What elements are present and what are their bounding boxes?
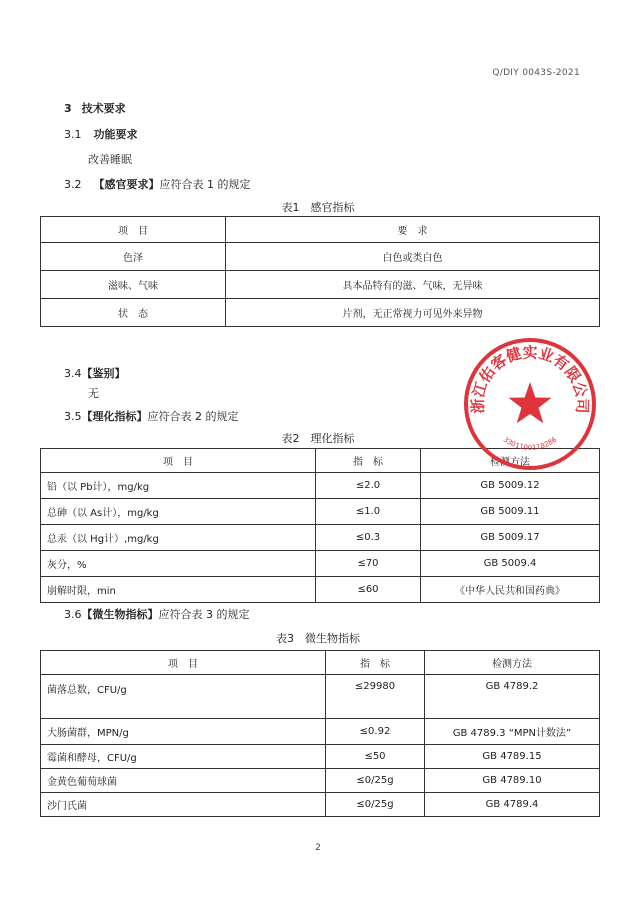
- table2-caption: 表2 理化指标: [281, 432, 355, 445]
- section-text: 应符合表 3 的规定: [158, 608, 250, 621]
- table-row: [41, 719, 600, 745]
- table-cell: ≤0/25g: [326, 769, 425, 793]
- table-cell: GB 4789.15: [425, 745, 600, 769]
- identification-text: 无: [88, 387, 99, 400]
- table-cell: 金黄色葡萄球菌: [41, 769, 326, 793]
- page-number: 2: [315, 843, 321, 853]
- table-cell: 大肠菌群，MPN/g: [41, 719, 326, 745]
- table-header-row: [41, 217, 600, 243]
- table-cell: ≤2.0: [316, 473, 421, 499]
- table-row: [41, 577, 600, 603]
- section-3-2-heading: [64, 176, 251, 192]
- table-cell: 铅（以 Pb计），mg/kg: [41, 473, 316, 499]
- table-header-cell: 检测方法: [421, 449, 600, 473]
- table-cell: ≤0/25g: [326, 793, 425, 817]
- document-number: Q/DIY 0043S-2021: [492, 68, 580, 78]
- section-title: 【鉴别】: [81, 367, 126, 380]
- table-cell: GB 4789.2: [425, 675, 600, 719]
- section-3-heading: [64, 100, 126, 116]
- star-icon: [509, 382, 552, 423]
- table-cell: ≤0.3: [316, 525, 421, 551]
- table-header-row: [41, 651, 600, 675]
- table-row: [41, 499, 600, 525]
- table-row: [41, 769, 600, 793]
- table-cell: ≤29980: [326, 675, 425, 719]
- section-3-5-heading: [64, 408, 239, 424]
- section-title: 功能要求: [93, 128, 138, 141]
- table-cell: ≤0.92: [326, 719, 425, 745]
- table3-caption: 表3 微生物指标: [276, 632, 360, 645]
- table3-microbiological: [40, 650, 600, 817]
- table-cell: GB 5009.12: [421, 473, 600, 499]
- section-number: 3.1: [64, 128, 82, 141]
- table1-caption: 表1 感官指标: [281, 201, 355, 214]
- table-header-cell: 项 目: [41, 217, 226, 243]
- section-text: 应符合表 1 的规定: [159, 178, 251, 191]
- table-cell: GB 4789.10: [425, 769, 600, 793]
- table-cell: 灰分，%: [41, 551, 316, 577]
- section-number: 3.5: [64, 410, 82, 423]
- section-text: 应符合表 2 的规定: [147, 410, 239, 423]
- table-cell: 霉菌和酵母，CFU/g: [41, 745, 326, 769]
- seal-company-name: 浙江佑客健实业有限公司: [468, 343, 592, 414]
- function-text: 改善睡眠: [88, 153, 132, 166]
- table-header-cell: 检测方法: [425, 651, 600, 675]
- table-cell: ≤50: [326, 745, 425, 769]
- section-3-6-heading: [64, 606, 250, 622]
- table-row: [41, 299, 600, 327]
- table-row: [41, 473, 600, 499]
- section-title: 【感官要求】: [93, 178, 160, 191]
- table-header-cell: 指 标: [326, 651, 425, 675]
- table-cell: GB 4789.3 “MPN计数法”: [425, 719, 600, 745]
- table-cell: GB 5009.17: [421, 525, 600, 551]
- table-header-cell: 项 目: [41, 449, 316, 473]
- table-header-cell: 指 标: [316, 449, 421, 473]
- section-number: 3.6: [64, 608, 82, 621]
- company-seal: [462, 336, 598, 472]
- table-header-cell: 项 目: [41, 651, 326, 675]
- table-cell: 具本品特有的滋、气味，无异味: [226, 271, 600, 299]
- table-row: [41, 551, 600, 577]
- table-cell: 《中华人民共和国药典》: [421, 577, 600, 603]
- table-row: [41, 745, 600, 769]
- table-cell: GB 5009.11: [421, 499, 600, 525]
- table-cell: GB 5009.4: [421, 551, 600, 577]
- section-number: 3.2: [64, 178, 82, 191]
- table-cell: ≤1.0: [316, 499, 421, 525]
- table-row: [41, 525, 600, 551]
- table1-sensory: [40, 216, 600, 327]
- table-cell: 总砷（以 As计），mg/kg: [41, 499, 316, 525]
- table-row: [41, 243, 600, 271]
- table-header-cell: 要 求: [226, 217, 600, 243]
- section-title: 【理化指标】: [81, 410, 148, 423]
- table-cell: 色泽: [41, 243, 226, 271]
- section-title: 技术要求: [81, 102, 126, 115]
- section-3-4-heading: [64, 365, 126, 381]
- table-cell: 滋味、气味: [41, 271, 226, 299]
- table-cell: ≤60: [316, 577, 421, 603]
- table-cell: 沙门氏菌: [41, 793, 326, 817]
- table-cell: 总汞（以 Hg计）,mg/kg: [41, 525, 316, 551]
- table-cell: 菌落总数，CFU/g: [41, 675, 326, 719]
- section-number: 3.4: [64, 367, 82, 380]
- table-row: [41, 271, 600, 299]
- section-number: 3: [64, 102, 72, 115]
- section-3-1-heading: [64, 126, 138, 142]
- table-cell: 崩解时限，min: [41, 577, 316, 603]
- table-cell: 白色或类白色: [226, 243, 600, 271]
- table-row: [41, 793, 600, 817]
- seal-graphic: [462, 336, 598, 472]
- table-cell: 状 态: [41, 299, 226, 327]
- table-row: [41, 675, 600, 719]
- table-cell: 片剂，无正常视力可见外来异物: [226, 299, 600, 327]
- seal-number: 3301100118286: [501, 435, 559, 452]
- section-title: 【微生物指标】: [81, 608, 159, 621]
- table-cell: GB 4789.4: [425, 793, 600, 817]
- table-cell: ≤70: [316, 551, 421, 577]
